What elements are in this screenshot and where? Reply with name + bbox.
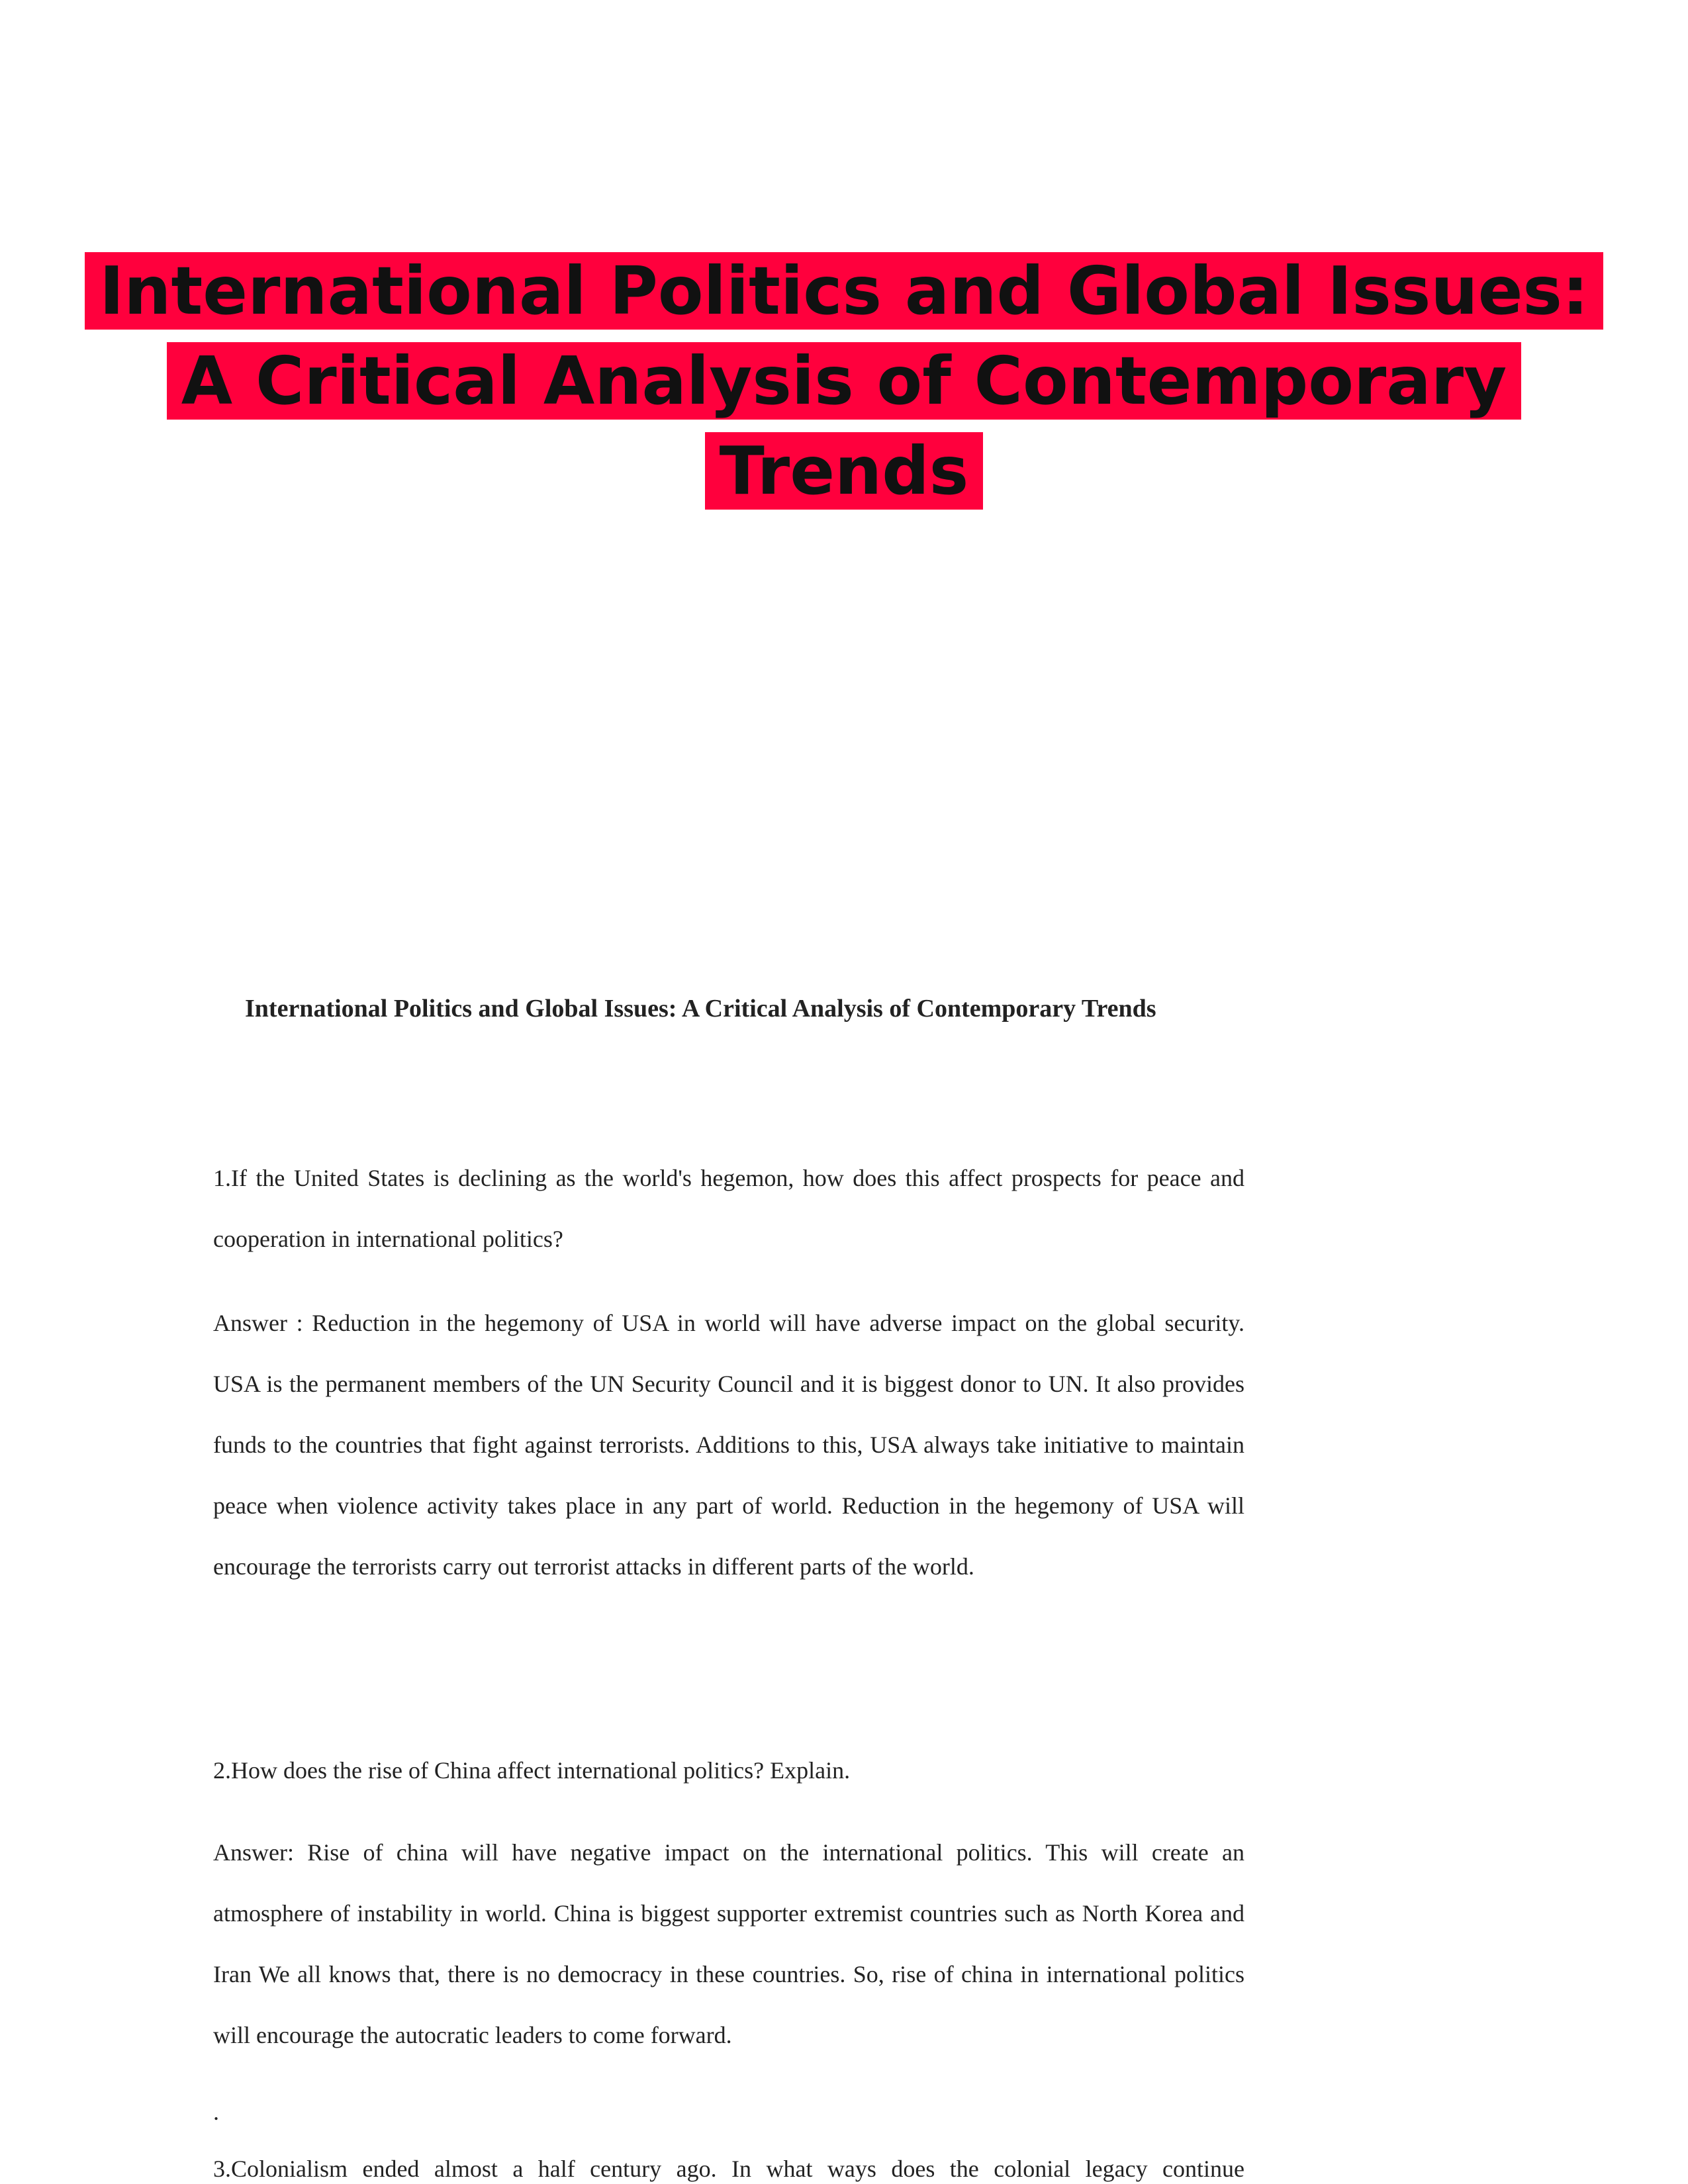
answer-1: Answer : Reduction in the hegemony of USA in world will have adverse impact on the global security. USA is the permanent members of the UN Security Council and it is biggest donor to UN. It also provides funds to the countries that fight against terrorists. Additions to this, USA always take initiative to maintain peace when violence activity takes place in any part of world. Reduction in the hegemony of USA will encourage the terrorists carry out terrorist attacks in different parts of the world. [213, 1310, 1244, 1580]
question-3-partial: 3.Colonialism ended almost a half century ago. In what ways does the colonial legacy continue [213, 2156, 1244, 2182]
question-2: 2.How does the rise of China affect international politics? Explain. [213, 1757, 851, 1784]
banner-title-line-2: A Critical Analysis of Contemporary [167, 342, 1522, 420]
question-1: 1.If the United States is declining as the world's hegemon, how does this affect prospects for peace and cooperation in international politics? [213, 1165, 1244, 1252]
separator-dot: . [213, 2099, 219, 2125]
answer-2: Answer: Rise of china will have negative impact on the international politics. This will create an atmosphere of instability in world. China is biggest supporter extremist countries such as North Korea and Iran We all knows that, there is no democracy in these countries. So, rise of china in international politics will encourage the autocratic leaders to come forward. [213, 1839, 1244, 2048]
banner-title-line-3: Trends [705, 432, 984, 510]
banner-title-line-1: International Politics and Global Issues: [85, 252, 1603, 330]
document-title: International Politics and Global Issues: A Critical Analysis of Contemporary Trends [245, 995, 1156, 1023]
